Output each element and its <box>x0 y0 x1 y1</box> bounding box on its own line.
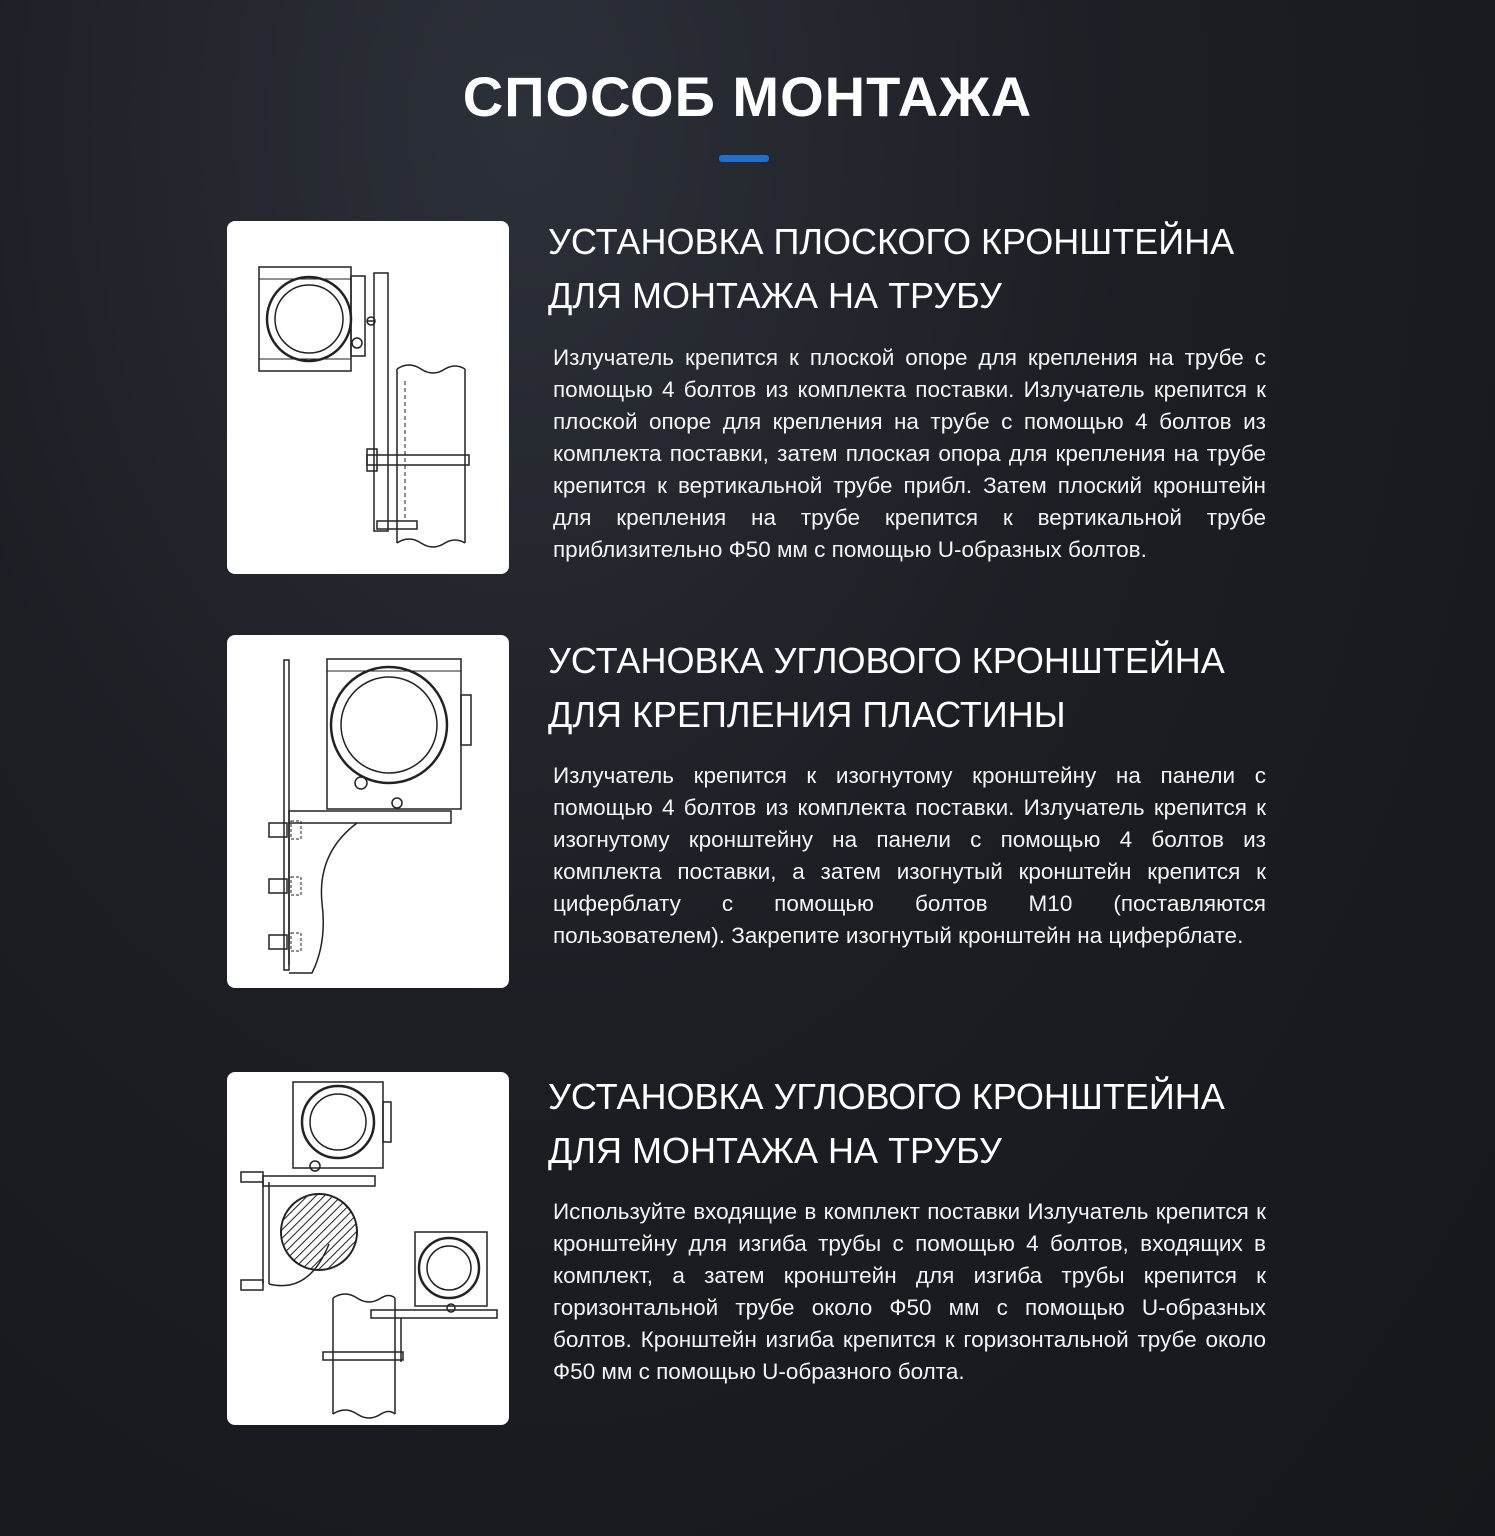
page-title: СПОСОБ МОНТАЖА <box>462 65 1033 128</box>
section-2-text: Излучатель крепится к изогнутому кронштейну на панели с помощью 4 болтов из комплекта поставки. Излучатель крепится к изогнутому кронштейну на панели с помощью 4 болтов из комплекта поставки, а затем изогнутый кронштейн крепится к циферблату с помощью болтов M10 (поставляются пользователем). Закрепите изогнутый кронштейн на циферблате. <box>553 763 1266 948</box>
section-3-text: Используйте входящие в комплект поставки Излучатель крепится к кронштейну для изгиба трубы с помощью 4 болтов, входящих в комплект, а затем кронштейн для изгиба трубы крепится к горизонтальной трубе около Ф50 мм с помощью U-образных болтов. Кронштейн изгиба крепится к горизонтальной трубе около Ф50 мм с помощью U-образного болта. <box>553 1199 1266 1384</box>
angle-plate-bracket-illustration <box>227 635 509 988</box>
section-1-heading: УСТАНОВКА ПЛОСКОГО КРОНШТЕЙНА ДЛЯ МОНТАЖА НА ТРУБУ <box>548 221 1235 316</box>
flat-pipe-bracket-illustration <box>227 221 509 574</box>
section-1-text: Излучатель крепится к плоской опоре для крепления на трубе с помощью 4 болтов из комплекта поставки. Излучатель крепится к плоской опоре для крепления на трубе с помощью 4 болтов из комплекта поставки, затем плоская опора для крепления на трубе крепится к вертикальной трубе прибл. Затем плоский кронштейн для крепления на трубе крепится к вертикальной трубе приблизительно Ф50 мм с помощью U-образных болтов. <box>553 345 1266 562</box>
title-accent-bar <box>719 155 769 162</box>
section-2-heading: УСТАНОВКА УГЛОВОГО КРОНШТЕЙНА ДЛЯ КРЕПЛЕНИЯ ПЛАСТИНЫ <box>548 640 1225 735</box>
section-3-heading: УСТАНОВКА УГЛОВОГО КРОНШТЕЙНА ДЛЯ МОНТАЖА НА ТРУБУ <box>548 1076 1225 1171</box>
angle-pipe-bracket-illustration <box>227 1072 509 1425</box>
